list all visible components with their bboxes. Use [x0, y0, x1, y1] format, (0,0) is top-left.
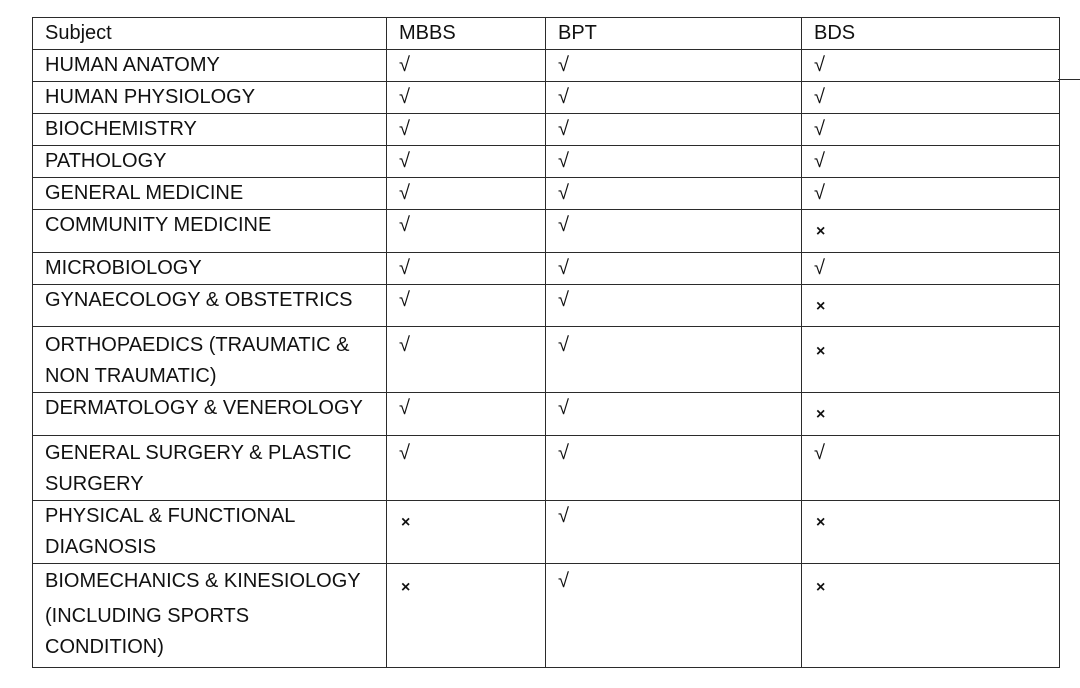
check-icon: √: [399, 118, 410, 140]
check-icon: √: [558, 86, 569, 108]
check-icon: √: [558, 570, 569, 592]
cross-icon: ×: [401, 514, 411, 531]
check-icon: √: [399, 257, 410, 279]
check-icon: √: [399, 214, 410, 236]
subject-cell: [33, 210, 387, 253]
check-icon: √: [558, 289, 569, 311]
bds-cell: [802, 436, 1060, 501]
mbbs-cell: [387, 146, 546, 178]
subject-cell: [33, 564, 387, 668]
course-subject-table: [32, 17, 1060, 668]
cross-icon: ×: [816, 406, 826, 423]
bpt-cell: [546, 210, 802, 253]
check-icon: √: [399, 334, 410, 356]
subject-label-line2: NON TRAUMATIC): [45, 365, 217, 387]
check-icon: √: [814, 86, 825, 108]
subject-label-line1: GENERAL SURGERY & PLASTIC: [45, 442, 352, 464]
table-row: [33, 285, 1060, 327]
bpt-cell: [546, 285, 802, 327]
header-bpt-label: BPT: [558, 22, 597, 44]
check-icon: √: [558, 150, 569, 172]
subject-label-line1: ORTHOPAEDICS (TRAUMATIC &: [45, 334, 350, 356]
bds-cell: [802, 253, 1060, 285]
mbbs-cell: [387, 501, 546, 564]
mbbs-cell: [387, 327, 546, 393]
table-row: [33, 253, 1060, 285]
table-row: [33, 146, 1060, 178]
bds-cell: [802, 178, 1060, 210]
check-icon: √: [399, 150, 410, 172]
mbbs-cell: [387, 285, 546, 327]
bds-cell: [802, 50, 1060, 82]
header-bpt: [546, 18, 802, 50]
subject-label-line1: PHYSICAL & FUNCTIONAL: [45, 505, 296, 527]
check-icon: √: [558, 397, 569, 419]
bpt-cell: [546, 82, 802, 114]
subject-cell: [33, 253, 387, 285]
check-icon: √: [558, 182, 569, 204]
check-icon: √: [814, 442, 825, 464]
check-icon: √: [814, 118, 825, 140]
check-icon: √: [814, 257, 825, 279]
mbbs-cell: [387, 114, 546, 146]
subject-cell: [33, 82, 387, 114]
mbbs-cell: [387, 210, 546, 253]
subject-label: GENERAL MEDICINE: [45, 182, 244, 204]
header-subject-label: Subject: [45, 22, 112, 44]
header-mbbs-label: MBBS: [399, 22, 456, 44]
table-row: [33, 210, 1060, 253]
header-bds: [802, 18, 1060, 50]
check-icon: √: [558, 118, 569, 140]
bpt-cell: [546, 146, 802, 178]
subject-cell: [33, 436, 387, 501]
subject-cell: [33, 146, 387, 178]
check-icon: √: [558, 257, 569, 279]
bpt-cell: [546, 327, 802, 393]
bds-cell: [802, 210, 1060, 253]
table-row: [33, 327, 1060, 393]
mbbs-cell: [387, 50, 546, 82]
bpt-cell: [546, 114, 802, 146]
cross-icon: ×: [816, 579, 826, 596]
subject-label: PATHOLOGY: [45, 150, 167, 172]
cross-icon: ×: [816, 514, 826, 531]
header-subject: [33, 18, 387, 50]
subject-label: HUMAN ANATOMY: [45, 54, 220, 76]
header-mbbs: [387, 18, 546, 50]
mbbs-cell: [387, 253, 546, 285]
subject-label: BIOCHEMISTRY: [45, 118, 197, 140]
cross-icon: ×: [816, 298, 826, 315]
check-icon: √: [558, 54, 569, 76]
subject-label: DERMATOLOGY & VENEROLOGY: [45, 397, 363, 419]
bpt-cell: [546, 178, 802, 210]
check-icon: √: [814, 182, 825, 204]
bpt-cell: [546, 393, 802, 436]
subject-cell: [33, 327, 387, 393]
bds-cell: [802, 82, 1060, 114]
bpt-cell: [546, 501, 802, 564]
check-icon: √: [558, 505, 569, 527]
mbbs-cell: [387, 178, 546, 210]
subject-label: MICROBIOLOGY: [45, 257, 202, 279]
bds-cell: [802, 327, 1060, 393]
check-icon: √: [558, 442, 569, 464]
check-icon: √: [558, 334, 569, 356]
bds-cell: [802, 146, 1060, 178]
subject-cell: [33, 50, 387, 82]
check-icon: √: [558, 214, 569, 236]
mbbs-cell: [387, 393, 546, 436]
mbbs-cell: [387, 564, 546, 668]
check-icon: √: [399, 54, 410, 76]
mbbs-cell: [387, 436, 546, 501]
check-icon: √: [814, 150, 825, 172]
cross-icon: ×: [401, 579, 411, 596]
table-row: [33, 114, 1060, 146]
bds-cell: [802, 501, 1060, 564]
subject-label: GYNAECOLOGY & OBSTETRICS: [45, 289, 353, 311]
bds-cell: [802, 564, 1060, 668]
cross-icon: ×: [816, 343, 826, 360]
subject-cell: [33, 178, 387, 210]
subject-label: COMMUNITY MEDICINE: [45, 214, 272, 236]
subject-label-line1: BIOMECHANICS & KINESIOLOGY: [45, 570, 361, 592]
subject-cell: [33, 393, 387, 436]
table-row: [33, 82, 1060, 114]
bds-cell: [802, 393, 1060, 436]
mbbs-cell: [387, 82, 546, 114]
cross-icon: ×: [816, 223, 826, 240]
table-row: [33, 393, 1060, 436]
table-row: [33, 50, 1060, 82]
table-row: [33, 564, 1060, 668]
check-icon: √: [399, 289, 410, 311]
subject-label-line2: SURGERY: [45, 473, 144, 495]
bpt-cell: [546, 50, 802, 82]
subject-label-line3: CONDITION): [45, 636, 164, 658]
subject-cell: [33, 285, 387, 327]
subject-label-line2: (INCLUDING SPORTS: [45, 605, 250, 627]
bpt-cell: [546, 564, 802, 668]
bds-cell: [802, 114, 1060, 146]
check-icon: √: [399, 397, 410, 419]
table-row: [33, 501, 1060, 564]
header-bds-label: BDS: [814, 22, 856, 44]
subject-label-line2: DIAGNOSIS: [45, 536, 157, 558]
check-icon: √: [399, 442, 410, 464]
table-row: [33, 436, 1060, 501]
bpt-cell: [546, 253, 802, 285]
check-icon: √: [399, 182, 410, 204]
subject-label: HUMAN PHYSIOLOGY: [45, 86, 256, 108]
check-icon: √: [399, 86, 410, 108]
bpt-cell: [546, 436, 802, 501]
bds-cell: [802, 285, 1060, 327]
check-icon: √: [814, 54, 825, 76]
table-header-row: [33, 18, 1060, 50]
subject-cell: [33, 501, 387, 564]
table-row: [33, 178, 1060, 210]
subject-cell: [33, 114, 387, 146]
table-edge-line: [1058, 79, 1080, 80]
